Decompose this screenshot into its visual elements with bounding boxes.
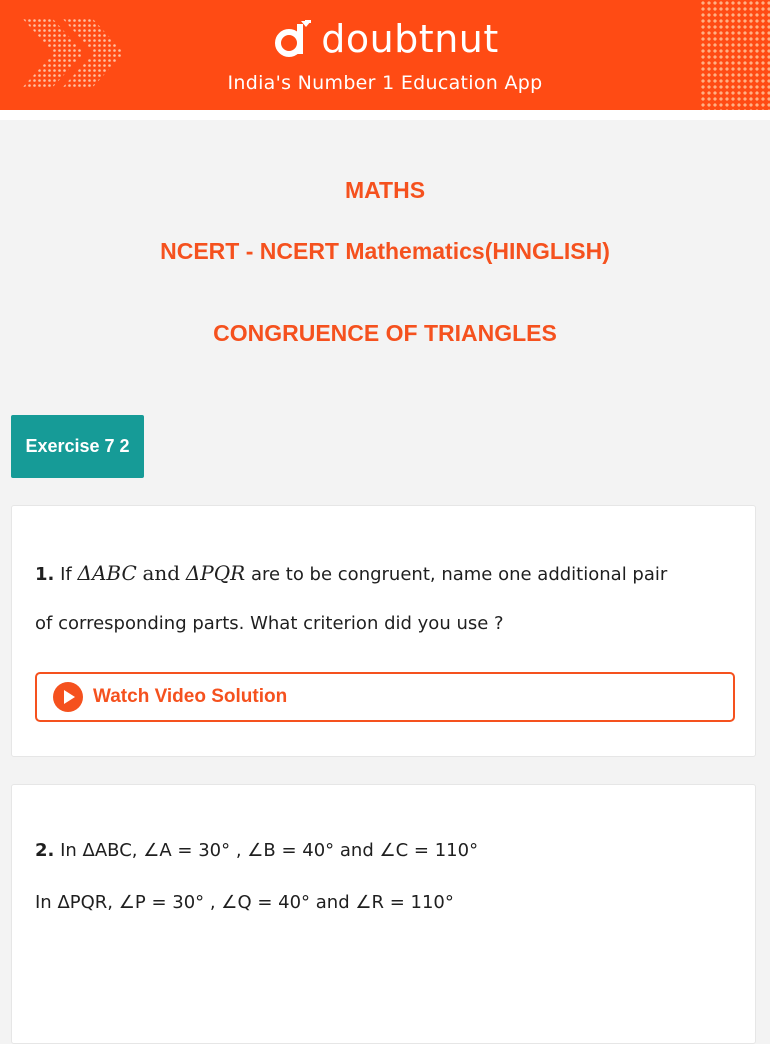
question-text: are to be congruent, name one additional pair (250, 564, 668, 585)
subject-title: MATHS (344, 177, 426, 203)
question-text: If (60, 564, 72, 585)
header-divider (0, 110, 770, 120)
exercise-tag[interactable]: Exercise 7 2 (11, 415, 144, 478)
watch-video-label: Watch Video Solution (93, 686, 288, 707)
question-1-line-2: of corresponding parts. What criterion did you use ? (35, 613, 504, 634)
app-header (0, 0, 770, 110)
brand-name: doubtnut (321, 17, 499, 61)
question-text: In ΔABC, ∠A = 30° , ∠B = 40° and ∠C = 110° (60, 840, 479, 861)
brand-logo[interactable] (0, 14, 770, 64)
play-icon (53, 682, 83, 712)
question-1-line-1 (35, 561, 735, 585)
brand-tagline: India's Number 1 Education App (227, 72, 543, 94)
question-number: 2. (35, 840, 55, 861)
math-conjunction: and (142, 561, 181, 585)
question-card-1 (11, 505, 756, 757)
doubtnut-logo-icon (271, 18, 313, 60)
chapter-title: CONGRUENCE OF TRIANGLES (213, 320, 557, 346)
watch-video-solution-button[interactable] (35, 672, 735, 722)
question-card-2 (11, 784, 756, 1044)
question-2-line-1 (35, 840, 735, 861)
question-2-line-2: In ΔPQR, ∠P = 30° , ∠Q = 40° and ∠R = 110° (35, 892, 454, 913)
triangle-abc: ΔABC (77, 561, 137, 585)
question-number: 1. (35, 564, 55, 585)
triangle-pqr: ΔPQR (185, 561, 246, 585)
book-title: NCERT - NCERT Mathematics(HINGLISH) (160, 238, 610, 264)
